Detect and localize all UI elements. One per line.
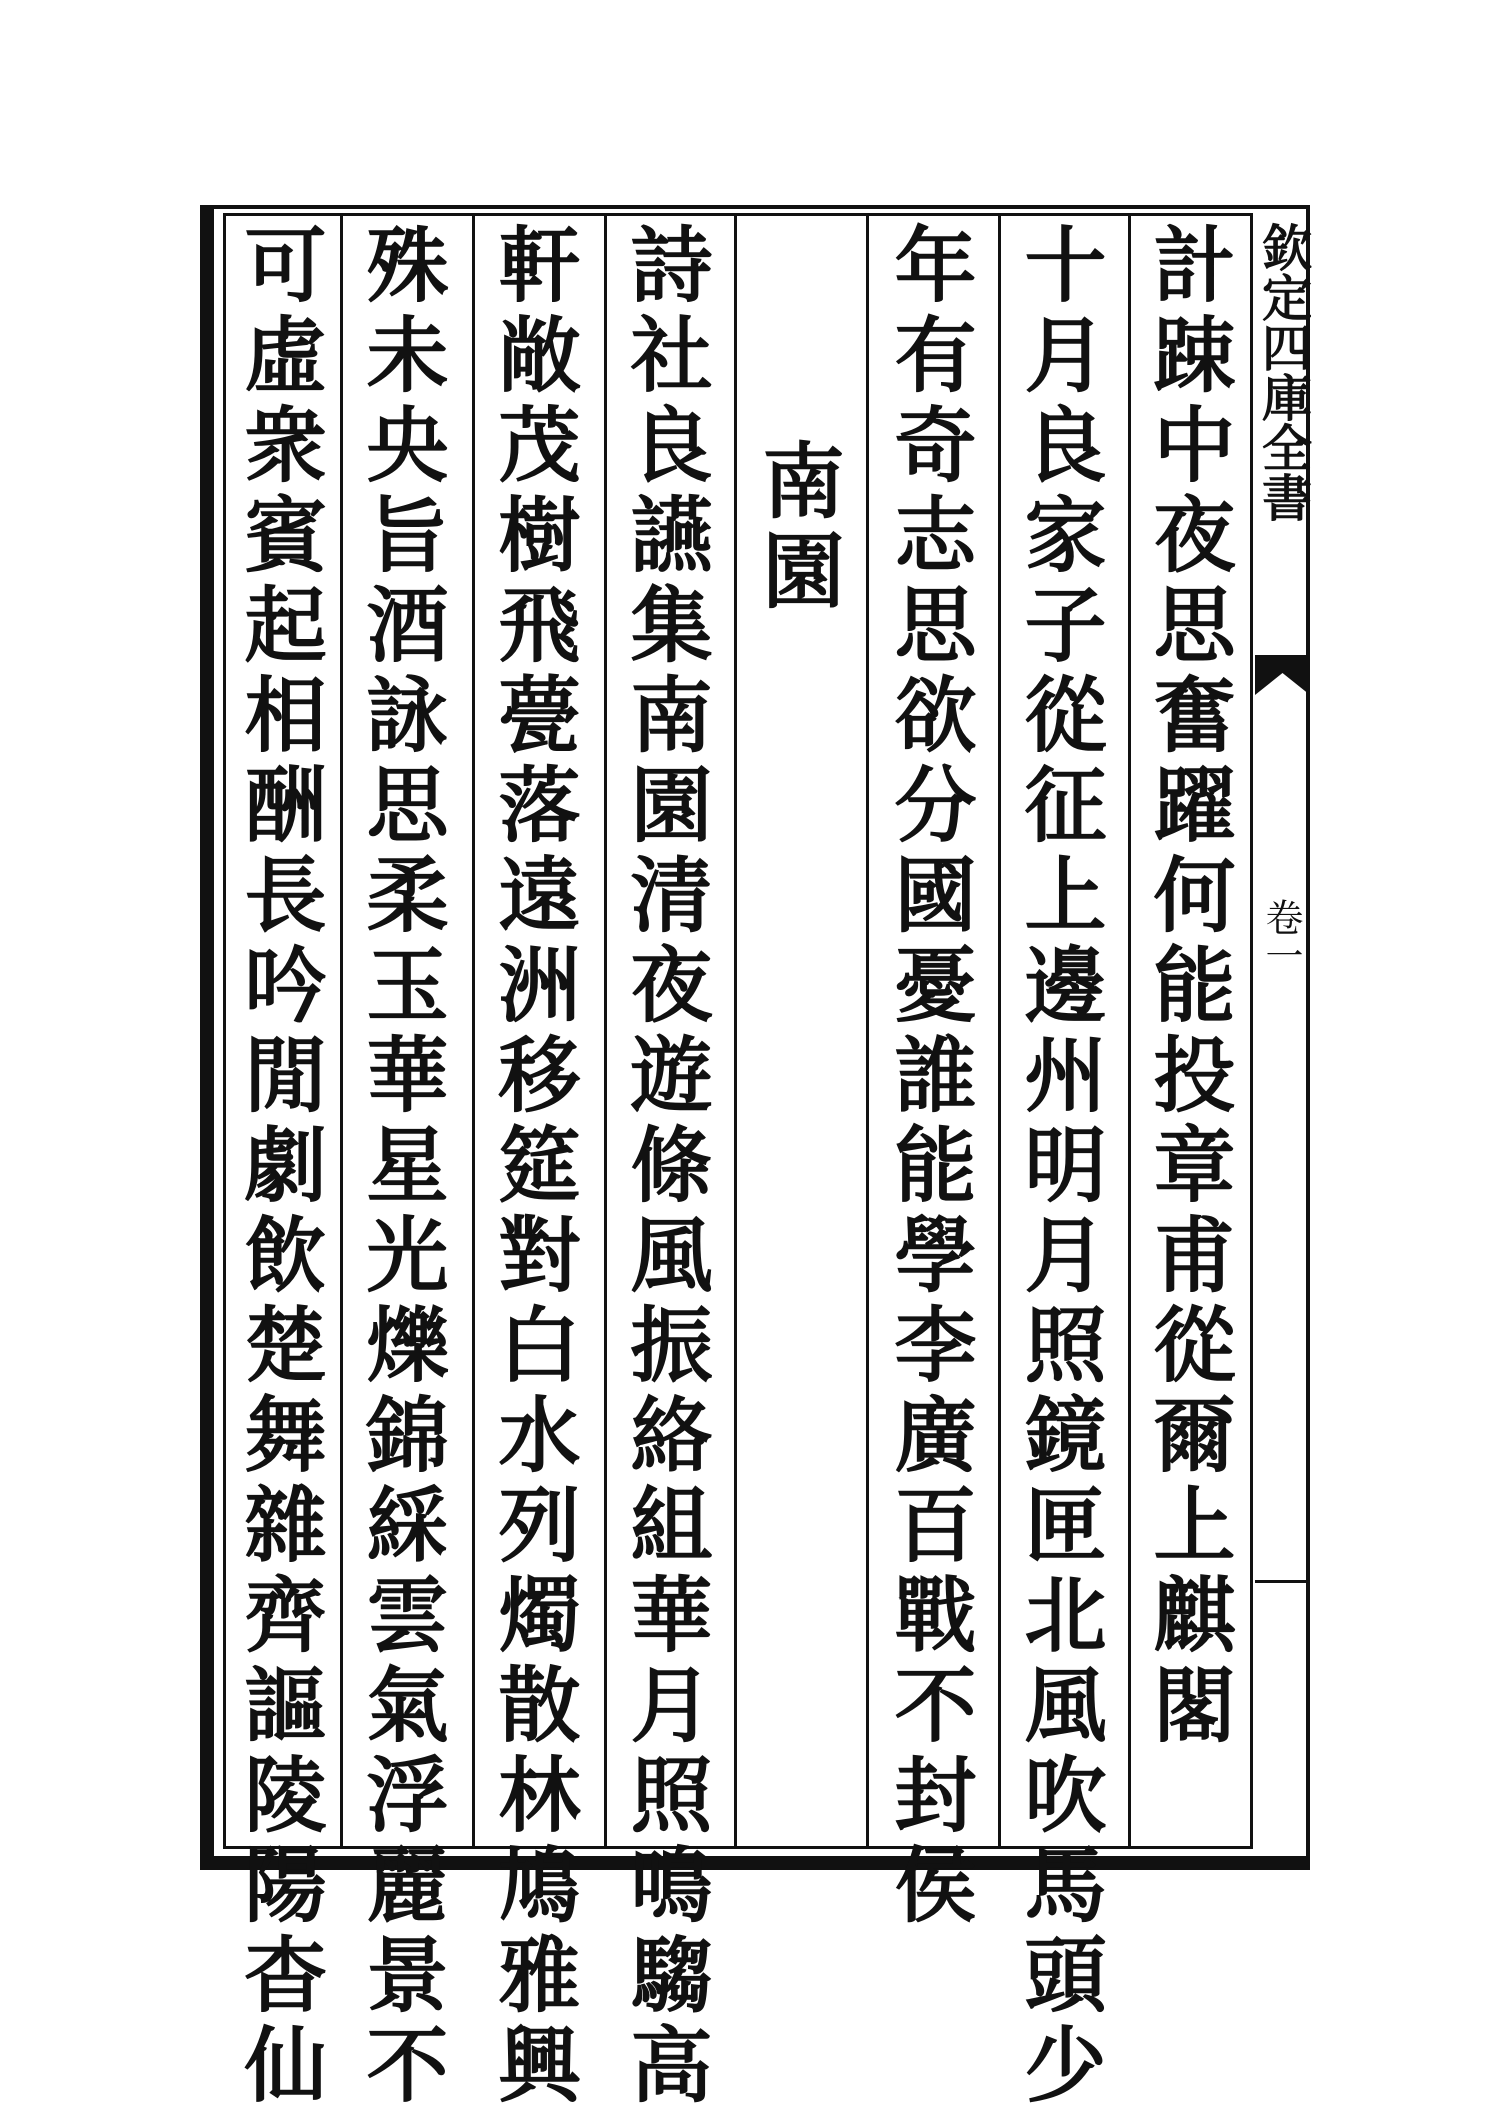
text-column: 十月良家子從征上邊州明月照鏡匣北風吹馬頭少 xyxy=(1011,222,1107,2112)
text-column: 詩社良讌集南園清夜遊條風振絡組華月照鳴騶高 xyxy=(617,222,713,2112)
column-rule xyxy=(604,213,607,1849)
text-column: 年有奇志思欲分國憂誰能學李廣百戰不封侯 xyxy=(881,222,977,1932)
text-column: 計踈中夜思奮躍何能投章甫從爾上麒閣 xyxy=(1140,222,1236,1752)
section-heading: 南園 xyxy=(749,438,845,618)
column-rule xyxy=(866,213,869,1849)
juan-number: 卷一 xyxy=(1259,898,1303,974)
text-column: 可虛衆賓起相酬長吟閒劇飲楚舞雜齊謳陵陽杳仙 xyxy=(231,222,327,2112)
text-column: 殊未央旨酒詠思柔玉華星光爍錦綵雲氣浮麗景不 xyxy=(353,222,449,2112)
column-rule xyxy=(472,213,475,1849)
column-rule xyxy=(340,213,343,1849)
book-title: 欽定四庫全書 xyxy=(1254,222,1313,522)
column-rule xyxy=(734,213,737,1849)
margin-divider xyxy=(1255,1580,1310,1583)
column-rule xyxy=(1128,213,1131,1849)
text-column: 軒敞茂樹飛甍落遠洲移筵對白水列燭散林鳩雅興 xyxy=(485,222,581,2112)
column-rule xyxy=(998,213,1001,1849)
